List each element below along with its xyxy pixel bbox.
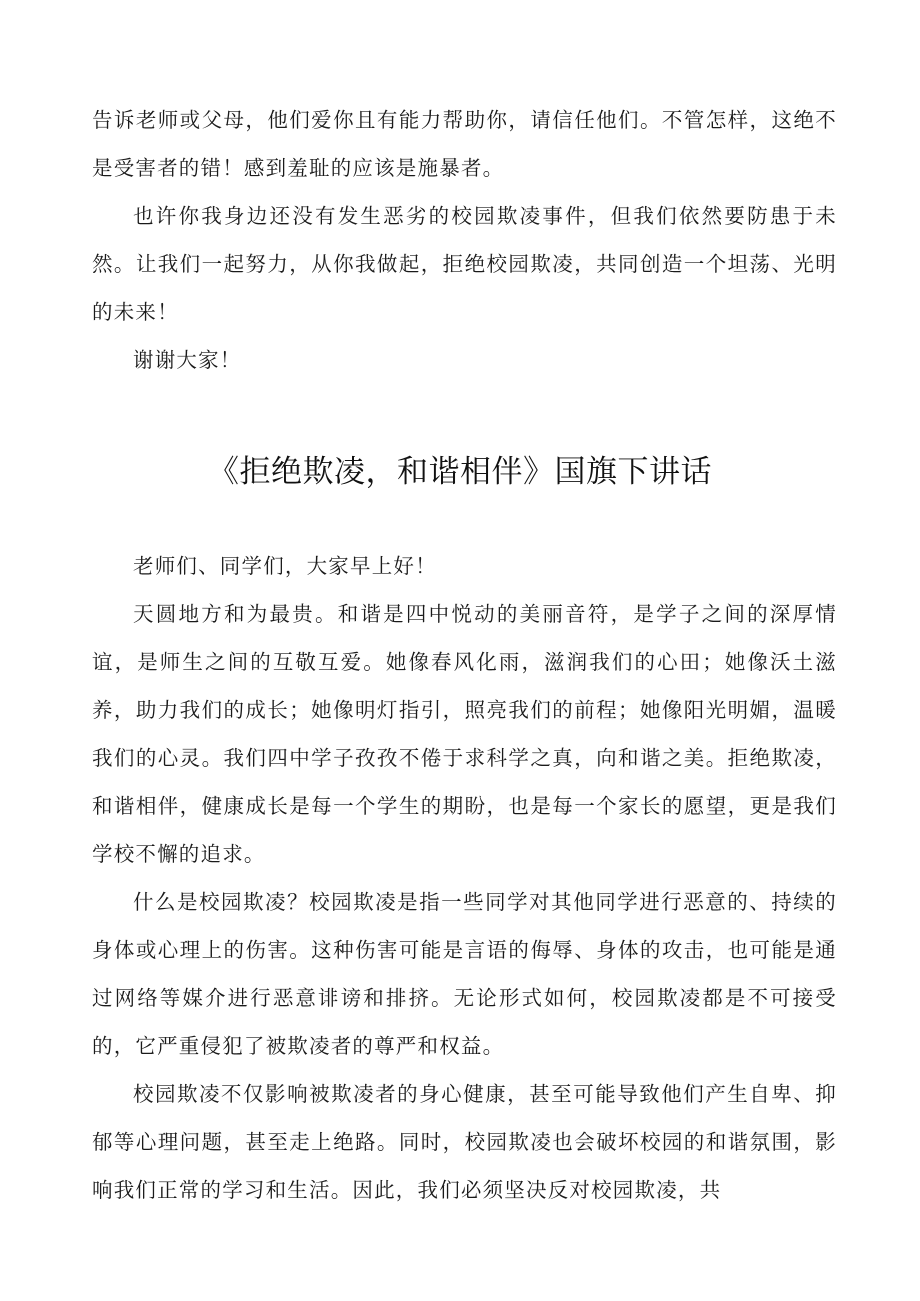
paragraph-greeting: 老师们、同学们，大家早上好！: [133, 554, 437, 578]
section-continued-text: [92, 96, 837, 384]
paragraph: 也许你我身边还没有发生恶劣的校园欺凌事件，但我们依然要防患于未然。让我们一起努力，从你我做起，拒绝校园欺凌，共同创造一个坦荡、光明的未来！: [92, 204, 837, 324]
paragraph-closing: 谢谢大家！: [133, 348, 242, 372]
speech-body: [92, 542, 837, 1214]
paragraph: 什么是校园欺凌？校园欺凌是指一些同学对其他同学进行恶意的、持续的身体或心理上的伤害。这种伤害可能是言语的侮辱、身体的攻击，也可能是通过网络等媒介进行恶意诽谤和排挤。无论形式如何，校园欺凌都是不可接受的，它严重侵犯了被欺凌者的尊严和权益。: [92, 890, 837, 1058]
speech-title: 《拒绝欺凌，和谐相伴》国旗下讲话: [208, 454, 712, 490]
paragraph: 告诉老师或父母，他们爱你且有能力帮助你，请信任他们。不管怎样，这绝不是受害者的错！感到羞耻的应该是施暴者。: [92, 108, 837, 180]
paragraph: 校园欺凌不仅影响被欺凌者的身心健康，甚至可能导致他们产生自卑、抑郁等心理问题，甚至走上绝路。同时，校园欺凌也会破坏校园的和谐氛围，影响我们正常的学习和生活。因此，我们必须坚决反对校园欺凌，共: [92, 1082, 837, 1202]
paragraph: 天圆地方和为最贵。和谐是四中悦动的美丽音符，是学子之间的深厚情谊，是师生之间的互敬互爱。她像春风化雨，滋润我们的心田；她像沃土滋养，助力我们的成长；她像明灯指引，照亮我们的前程；她像阳光明媚，温暖我们的心灵。我们四中学子孜孜不倦于求科学之真，向和谐之美。拒绝欺凌，和谐相伴，健康成长是每一个学生的期盼，也是每一个家长的愿望，更是我们学校不懈的追求。: [92, 602, 837, 866]
